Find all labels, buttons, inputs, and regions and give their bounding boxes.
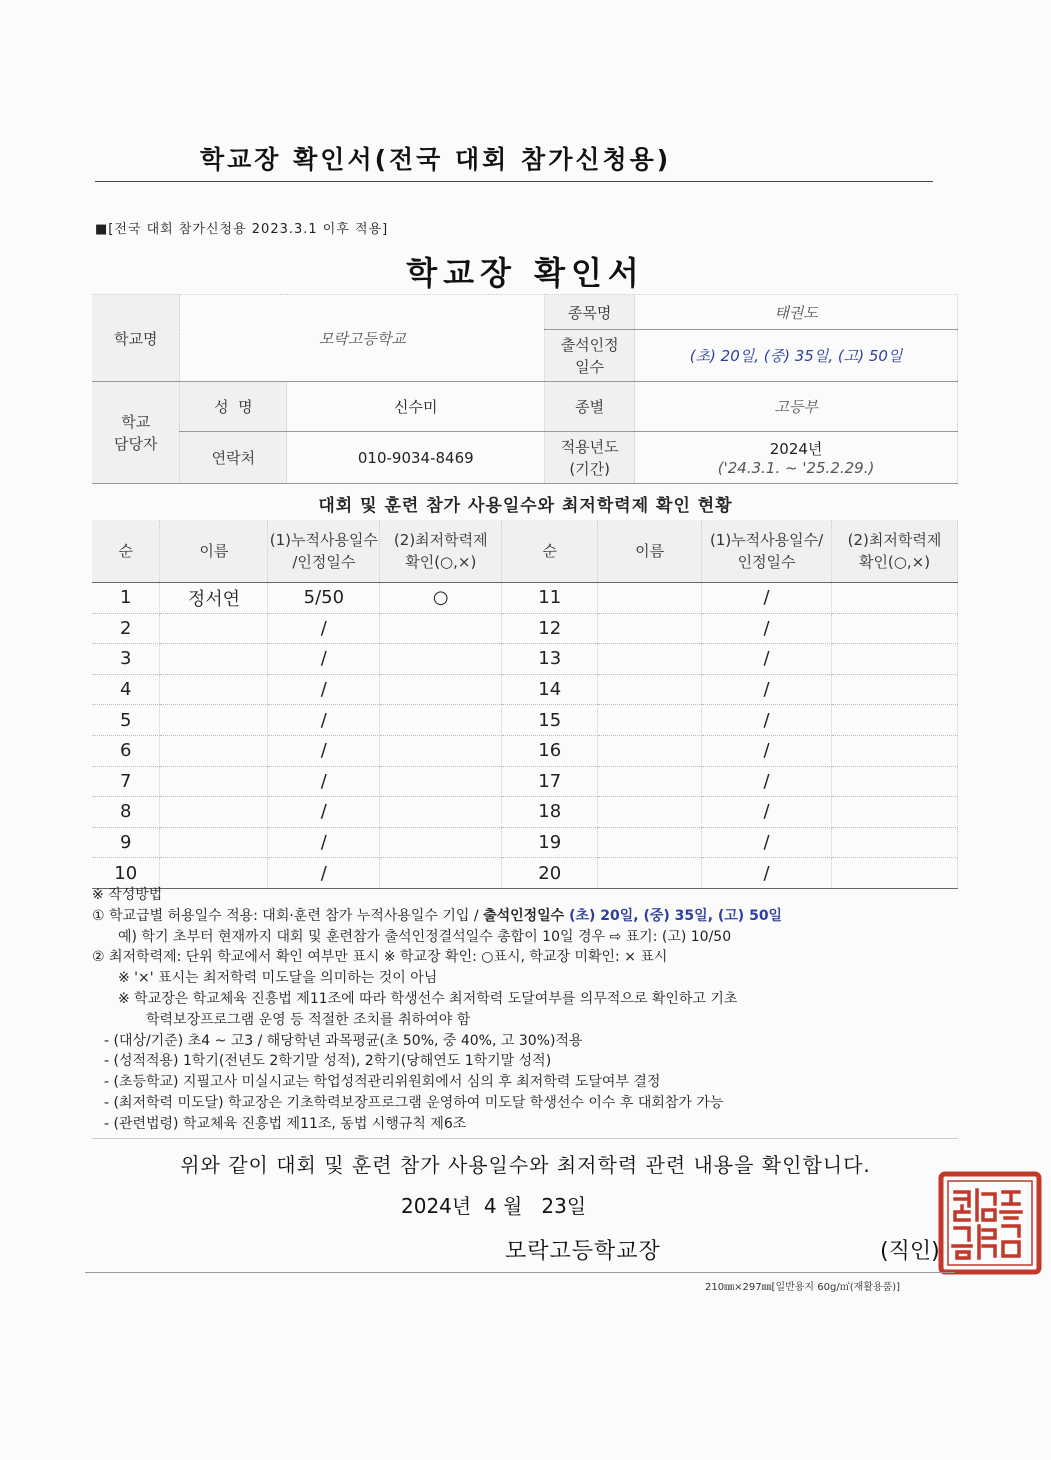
school-name-label: 학교명: [92, 295, 180, 382]
right-row-minimum: [832, 797, 958, 828]
section-title: 대회 및 훈련 참가 사용일수와 최저학력제 확인 현황: [318, 496, 733, 516]
right-row-days: /: [702, 735, 832, 766]
period-cell: [635, 432, 958, 484]
table-row: [92, 674, 958, 705]
document-header-title: 학교장 확인서(전국 대회 참가신청용): [200, 145, 672, 174]
right-row-seq: 11: [502, 583, 598, 614]
right-row-seq: 16: [502, 735, 598, 766]
right-row-name: [598, 705, 702, 736]
right-row-name: [598, 735, 702, 766]
header-divider: [95, 181, 933, 182]
instruction-line-3: ② 최저학력제: 단위 학교에서 확인 여부만 표시 ※ 학교장 확인: ○표시, 학교장 미확인: × 표시: [92, 949, 668, 966]
left-row-minimum: [380, 827, 502, 858]
right-row-seq: 17: [502, 766, 598, 797]
right-row-minimum: [832, 644, 958, 675]
period-value: ('24.3.1. ~ '25.2.29.): [717, 459, 875, 477]
left-row-seq: 6: [92, 735, 160, 766]
instruction-line-1: [92, 906, 972, 927]
attendance-days-label: 출석인정 일수: [545, 330, 635, 382]
left-row-name: [160, 797, 268, 828]
principal-title: 모락고등학교장: [505, 1239, 661, 1264]
instruction-line-1-days: (초) 20일, (중) 35일, (고) 50일: [564, 907, 783, 924]
table-row: [92, 797, 958, 828]
school-manager-label: 학교 담당자: [92, 382, 180, 484]
left-row-minimum: [380, 674, 502, 705]
right-row-seq: 19: [502, 827, 598, 858]
right-row-name: [598, 613, 702, 644]
applicability-note: ■[전국 대회 참가신청용 2023.3.1 이후 적용]: [95, 222, 389, 237]
col-header-minimum-left: (2)최저학력제 확인(○,×): [380, 520, 502, 583]
division-value: 고등부: [635, 382, 958, 432]
left-row-name: [160, 705, 268, 736]
confirmation-statement: 위와 같이 대회 및 훈련 참가 사용일수와 최저학력 관련 내용을 확인합니다.: [180, 1153, 871, 1177]
right-row-minimum: [832, 766, 958, 797]
left-row-days: /: [268, 735, 380, 766]
contact-value: 010-9034-8469: [287, 432, 545, 484]
right-row-name: [598, 644, 702, 675]
paper-spec: 210㎜×297㎜[일반용지 60g/㎡(재활용품)]: [705, 1282, 901, 1293]
right-row-days: /: [702, 797, 832, 828]
left-row-minimum: [380, 613, 502, 644]
left-row-seq: 3: [92, 644, 160, 675]
col-header-name-left: 이름: [160, 520, 268, 583]
col-header-days-left: (1)누적사용일수 /인정일수: [268, 520, 380, 583]
instruction-line-1-bold: 출석인정일수: [483, 907, 565, 924]
col-header-minimum-right: (2)최저학력제 확인(○,×): [832, 520, 958, 583]
left-row-name: [160, 735, 268, 766]
table-row: [92, 583, 958, 614]
left-row-name: [160, 644, 268, 675]
left-row-days: /: [268, 613, 380, 644]
left-row-seq: 4: [92, 674, 160, 705]
right-row-name: [598, 797, 702, 828]
right-row-seq: 18: [502, 797, 598, 828]
right-row-minimum: [832, 613, 958, 644]
right-row-name: [598, 858, 702, 889]
table-row: [92, 644, 958, 675]
instructions: [92, 885, 972, 1135]
left-row-days: /: [268, 674, 380, 705]
right-row-days: /: [702, 705, 832, 736]
left-row-minimum: [380, 797, 502, 828]
right-row-days: /: [702, 827, 832, 858]
table-row: [92, 858, 958, 889]
right-row-name: [598, 766, 702, 797]
left-row-name: [160, 858, 268, 889]
official-seal: [935, 1168, 1045, 1278]
instruction-line-5: ※ 학교장은 학교체육 진흥법 제11조에 따라 학생선수 최저학력 도달여부를 의무적으로 확인하고 기초: [118, 990, 738, 1007]
instruction-line-1-text: ① 학교급별 허용일수 적용: 대회·훈련 참가 누적사용일수 기입 /: [92, 907, 484, 924]
left-row-days: /: [268, 705, 380, 736]
right-row-seq: 12: [502, 613, 598, 644]
left-row-days: /: [268, 797, 380, 828]
instruction-line-2: 예) 학기 초부터 현재까지 대회 및 훈련참가 출석인정결석일수 총합이 10일 경우 ⇨ 표기: (고) 10/50: [118, 928, 732, 945]
right-row-minimum: [832, 735, 958, 766]
manager-name-value: 신수미: [287, 382, 545, 432]
left-row-seq: 10: [92, 858, 160, 889]
left-row-name: 정서연: [160, 583, 268, 614]
right-row-name: [598, 674, 702, 705]
left-row-seq: 1: [92, 583, 160, 614]
left-row-days: /: [268, 858, 380, 889]
school-name-value: 모락고등학교: [180, 295, 545, 382]
right-row-minimum: [832, 705, 958, 736]
left-row-name: [160, 613, 268, 644]
left-row-name: [160, 674, 268, 705]
table-row: [92, 613, 958, 644]
contact-label: 연락처: [180, 432, 287, 484]
right-row-minimum: [832, 858, 958, 889]
left-row-name: [160, 766, 268, 797]
instruction-line-6: 학력보장프로그램 운영 등 적절한 조치를 취하여야 함: [146, 1011, 471, 1028]
right-row-name: [598, 583, 702, 614]
sport-value: 태권도: [635, 295, 958, 330]
left-row-seq: 7: [92, 766, 160, 797]
left-row-days: /: [268, 644, 380, 675]
seal-label: (직인): [880, 1239, 940, 1264]
right-row-name: [598, 827, 702, 858]
left-row-minimum: [380, 644, 502, 675]
manager-name-label: 성 명: [180, 382, 287, 432]
left-row-name: [160, 827, 268, 858]
right-row-days: /: [702, 613, 832, 644]
table-row: [92, 735, 958, 766]
left-row-days: /: [268, 766, 380, 797]
left-row-seq: 5: [92, 705, 160, 736]
issue-date: 2024년 4 월 23일: [401, 1194, 587, 1218]
left-row-days: 5/50: [268, 583, 380, 614]
attendance-days-value: (초) 20일, (중) 35일, (고) 50일: [635, 330, 958, 382]
right-row-days: /: [702, 766, 832, 797]
seal-glyphs: [953, 1190, 1021, 1258]
table-row: [92, 827, 958, 858]
instruction-line-9: - (초등학교) 지필고사 미실시교는 학업성적관리위원회에서 심의 후 최저학력 도달여부 결정: [104, 1074, 661, 1091]
right-row-minimum: [832, 583, 958, 614]
period-label: 적용년도 (기간): [545, 432, 635, 484]
left-row-minimum: [380, 858, 502, 889]
left-row-minimum: [380, 735, 502, 766]
col-header-seq-right: 순: [502, 520, 598, 583]
right-row-seq: 15: [502, 705, 598, 736]
sport-label: 종목명: [545, 295, 635, 330]
right-row-days: /: [702, 583, 832, 614]
table-row: [92, 705, 958, 736]
instructions-heading: ※ 작성방법: [92, 887, 163, 903]
left-row-minimum: ○: [380, 583, 502, 614]
year-value: 2024년: [769, 440, 823, 458]
right-row-minimum: [832, 674, 958, 705]
right-row-seq: 20: [502, 858, 598, 889]
right-row-seq: 13: [502, 644, 598, 675]
left-row-seq: 8: [92, 797, 160, 828]
info-table: [92, 294, 958, 484]
division-label: 종별: [545, 382, 635, 432]
page-bottom-divider: [85, 1272, 955, 1273]
col-header-name-right: 이름: [598, 520, 702, 583]
instruction-line-4: ※ '×' 표시는 최저학력 미도달을 의미하는 것이 아님: [118, 970, 438, 987]
left-row-minimum: [380, 705, 502, 736]
footer-divider: [92, 1138, 958, 1139]
left-row-days: /: [268, 827, 380, 858]
left-row-seq: 2: [92, 613, 160, 644]
instruction-line-8: - (성적적용) 1학기(전년도 2학기말 성적), 2학기(당해연도 1학기말 성적): [104, 1053, 552, 1070]
right-row-days: /: [702, 858, 832, 889]
right-row-seq: 14: [502, 674, 598, 705]
instruction-line-7: - (대상/기준) 초4 ~ 고3 / 해당학년 과목평균(초 50%, 중 40%, 고 30%)적용: [104, 1032, 583, 1049]
col-header-days-right: (1)누적사용일수/ 인정일수: [702, 520, 832, 583]
student-table: [92, 520, 958, 889]
table-row: [92, 766, 958, 797]
form-title: 학교장 확인서: [406, 254, 645, 292]
col-header-seq-left: 순: [92, 520, 160, 583]
right-row-days: /: [702, 644, 832, 675]
instruction-line-11: - (관련법령) 학교체육 진흥법 제11조, 동법 시행규칙 제6조: [104, 1115, 467, 1132]
right-row-days: /: [702, 674, 832, 705]
left-row-seq: 9: [92, 827, 160, 858]
right-row-minimum: [832, 827, 958, 858]
instruction-line-10: - (최저학력 미도달) 학교장은 기초학력보장프로그램 운영하여 미도달 학생선수 이수 후 대회참가 가능: [104, 1094, 724, 1111]
left-row-minimum: [380, 766, 502, 797]
